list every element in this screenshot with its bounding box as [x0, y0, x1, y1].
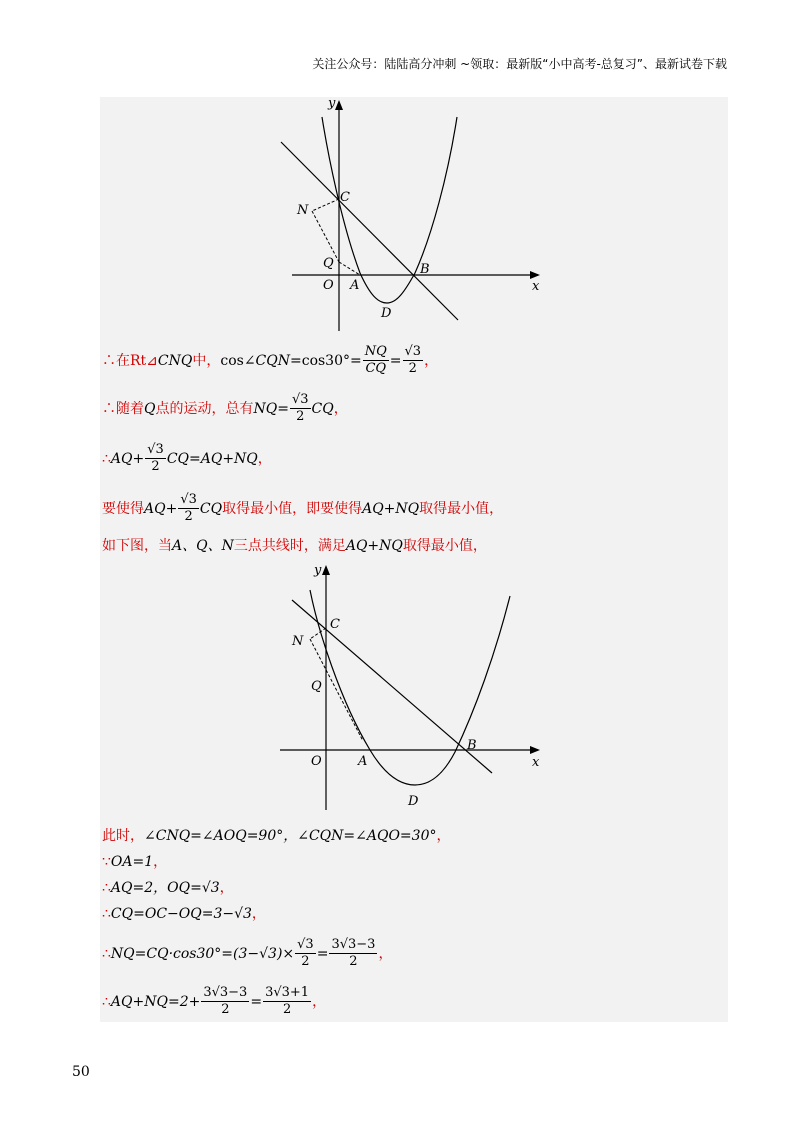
fig1-label-n: N [297, 203, 309, 218]
line-9: ∴CQ=OC−OQ=3−√3， [102, 906, 266, 922]
line-4: 要使得AQ+ $\frac{√3}{2}$ CQ取得最小值，即要使得AQ+NQ取得最小值， [102, 492, 504, 525]
fig1-label-a: A [350, 278, 360, 293]
fig2-label-x: x [532, 755, 540, 770]
line-11: ∴AQ+NQ=2+ $\frac{3√3-3}{2}$ = $\frac{3√3+1}{2}$ ， [102, 985, 327, 1018]
line-3: ∴AQ+ $\frac{√3}{2}$ CQ=AQ+NQ， [102, 442, 272, 475]
fig1-label-o: O [323, 278, 334, 293]
line-8: ∴AQ=2，OQ=√3， [102, 880, 234, 896]
line-1: ∴在Rt⊿CNQ中，cos∠CQN=cos30°= $\frac{NQ}{CQ}$ = $\frac{√3}{2}$ ， [102, 344, 439, 377]
figure-1 [270, 95, 560, 335]
fig1-label-b: B [420, 262, 430, 277]
fig2-label-d: D [408, 794, 419, 809]
line-7: ∵OA=1， [102, 854, 168, 870]
line-5: 如下图，当A、Q、N三点共线时，满足AQ+NQ取得最小值， [102, 538, 487, 554]
fig1-label-x: x [532, 279, 540, 294]
fig1-label-d: D [381, 306, 392, 321]
fig1-label-q: Q [323, 256, 334, 271]
fig2-label-o: O [311, 754, 322, 769]
page-header: 关注公众号：陆陆高分冲刺 ~领取：最新版“小中高考-总复习”、最新试卷下载 [312, 57, 727, 71]
line-6: 此时，∠CNQ=∠AOQ=90°，∠CQN=∠AQO=30°， [102, 828, 451, 844]
line-10: ∴NQ=CQ·cos30°=(3−√3)× $\frac{√3}{2}$ = $\frac{3√3-3}{2}$ ， [102, 937, 393, 970]
figure-2 [270, 560, 560, 815]
fig2-label-c: C [330, 617, 340, 632]
line-2: ∴随着Q点的运动，总有NQ= $\frac{√3}{2}$ CQ， [102, 392, 348, 425]
fig2-label-y: y [314, 563, 322, 578]
fig2-label-n: N [292, 634, 304, 649]
fig2-label-b: B [467, 738, 477, 753]
page-number: 50 [72, 1064, 90, 1080]
fig2-label-a: A [358, 754, 368, 769]
fig2-label-q: Q [311, 679, 322, 694]
fig1-label-c: C [340, 190, 350, 205]
fig1-label-y: y [328, 96, 336, 111]
